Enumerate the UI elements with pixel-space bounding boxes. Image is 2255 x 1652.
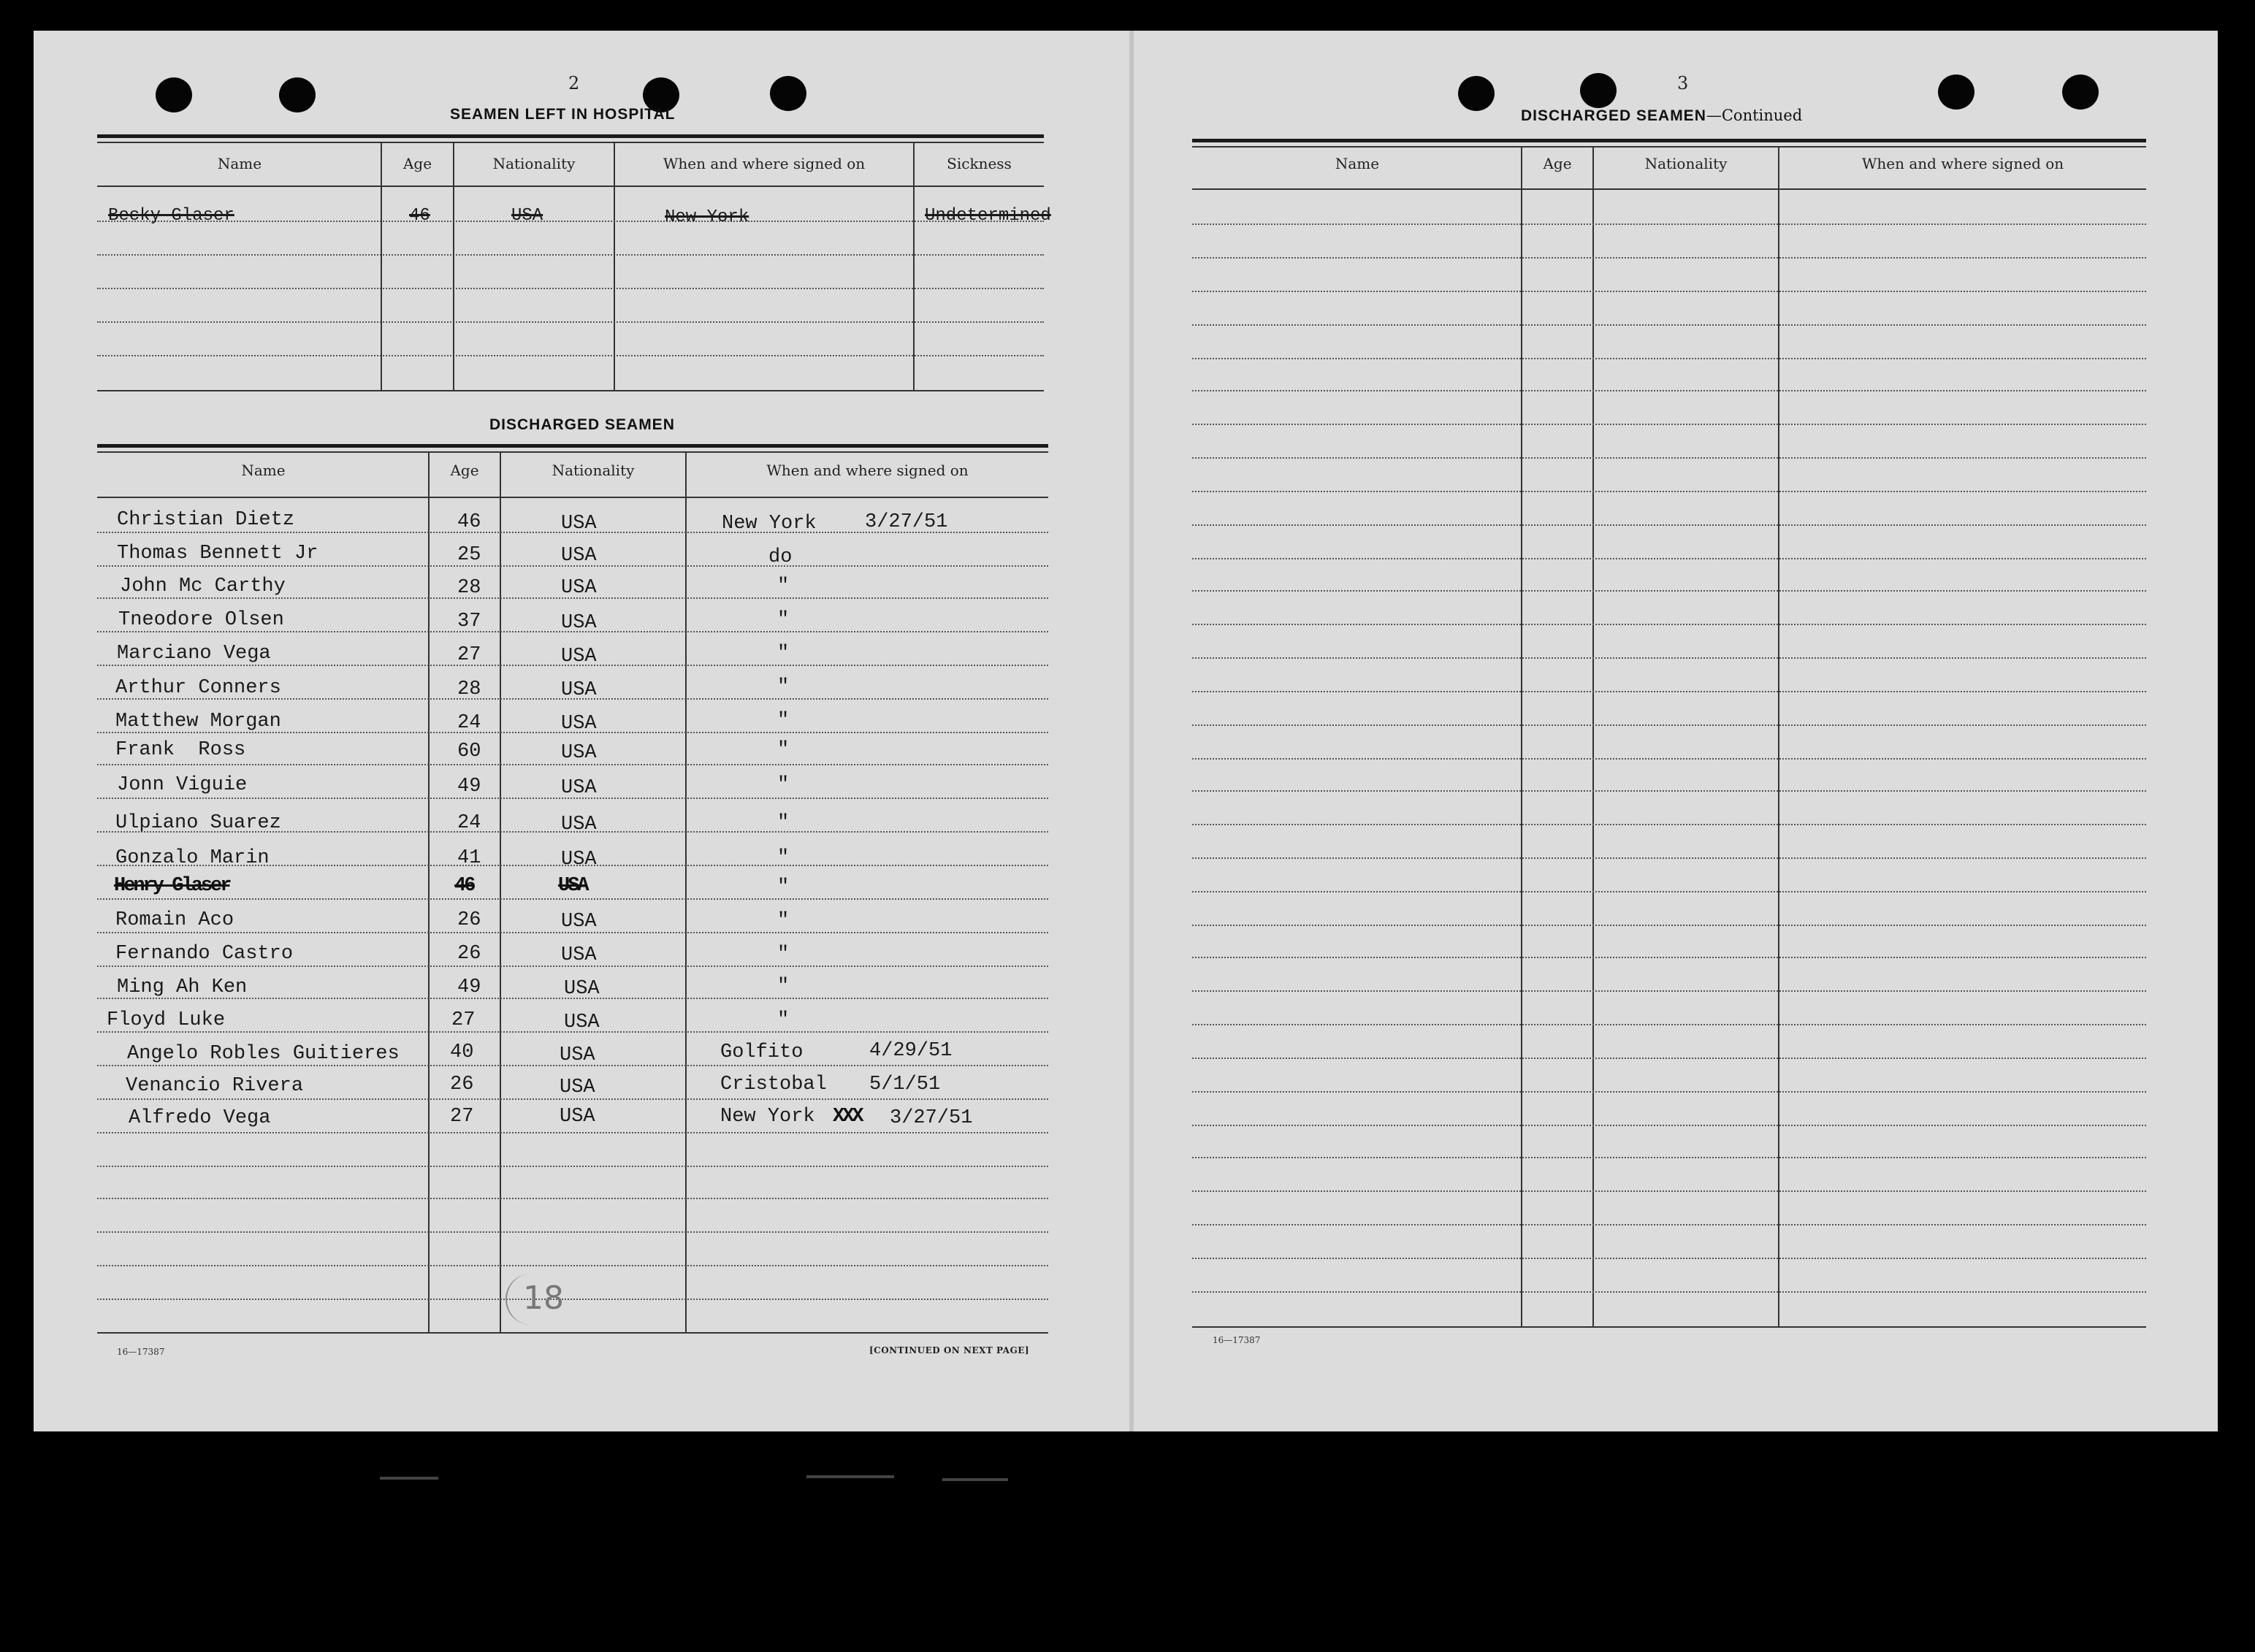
signed-on-place: "	[777, 710, 790, 732]
row-line	[97, 1132, 1048, 1133]
seaman-name: Floyd Luke	[107, 1009, 226, 1031]
column-divider	[1521, 146, 1522, 1326]
punch-hole	[156, 77, 192, 112]
seaman-name: Romain Aco	[115, 909, 234, 931]
seaman-nationality: USA	[561, 713, 597, 735]
column-divider	[913, 142, 915, 390]
page-number-right: 3	[1677, 73, 1689, 93]
table-rule	[97, 142, 1044, 143]
row-line	[1192, 1125, 2146, 1126]
hospital-header-name: Name	[217, 155, 262, 172]
continued-header-age: Age	[1543, 155, 1572, 172]
hospital-header-age: Age	[402, 155, 432, 172]
row-line	[97, 221, 1044, 222]
row-line	[1192, 824, 2146, 825]
punch-hole	[279, 77, 316, 112]
column-divider	[381, 142, 382, 390]
seaman-nationality: USA	[561, 814, 597, 835]
signed-on-date: 5/1/51	[869, 1074, 941, 1095]
row-line	[1192, 925, 2146, 926]
column-divider	[453, 142, 454, 390]
row-line	[1192, 891, 2146, 892]
seaman-nationality: USA	[561, 742, 597, 764]
form-number-left: 16—17387	[117, 1347, 165, 1357]
seaman-name: Angelo Robles Guitieres	[127, 1043, 400, 1065]
signed-on-place: do	[768, 546, 793, 568]
punch-hole	[1580, 73, 1617, 108]
signed-on-place: "	[777, 676, 790, 698]
row-line	[1192, 457, 2146, 459]
row-line	[1192, 424, 2146, 425]
seaman-nationality: USA	[561, 911, 597, 933]
table-rule	[97, 444, 1048, 448]
seaman-nationality: USA	[561, 679, 597, 701]
signed-on-place: "	[777, 847, 790, 869]
hospital-entry-age: 46	[409, 206, 430, 226]
row-line	[1192, 223, 2146, 225]
row-line	[1192, 291, 2146, 292]
table-rule	[97, 451, 1048, 453]
form-number-right: 16—17387	[1213, 1335, 1261, 1345]
signed-on-place: "	[777, 976, 790, 998]
signed-on-place: Cristobal	[720, 1074, 827, 1095]
table-rule	[1192, 139, 2146, 142]
row-line	[1192, 1024, 2146, 1025]
row-line	[97, 254, 1044, 256]
row-line	[1192, 657, 2146, 659]
row-line	[1192, 390, 2146, 391]
punch-hole	[2062, 74, 2099, 110]
seaman-nationality: USA	[564, 1012, 600, 1033]
row-line	[1192, 257, 2146, 259]
hospital-header-nationality: Nationality	[492, 155, 576, 172]
seaman-age: 60	[457, 741, 481, 762]
seaman-nationality: USA	[561, 513, 597, 535]
table-rule	[97, 186, 1044, 187]
row-line	[97, 1299, 1048, 1300]
row-line	[97, 1098, 1048, 1100]
seaman-name: Tneodore Olsen	[118, 609, 284, 631]
row-line	[1192, 1190, 2146, 1192]
seaman-name: Arthur Conners	[115, 677, 281, 699]
signed-on-place: New York	[722, 513, 817, 535]
row-line	[1192, 524, 2146, 526]
seaman-age: 28	[457, 678, 481, 700]
title-main: DISCHARGED SEAMEN	[1521, 107, 1706, 124]
row-line	[1192, 624, 2146, 625]
signed-on-place: "	[777, 643, 790, 665]
row-line	[1192, 558, 2146, 559]
seaman-age: 40	[450, 1041, 474, 1063]
seaman-age: 27	[457, 644, 481, 666]
continued-header-nationality: Nationality	[1644, 155, 1728, 172]
seaman-name: Thomas Bennett Jr	[117, 543, 318, 565]
signed-on-place: New York	[720, 1106, 815, 1128]
pencil-count-annotation: 18	[523, 1280, 564, 1317]
row-line	[1192, 790, 2146, 792]
seaman-age: 49	[457, 976, 481, 998]
continued-note: [CONTINUED ON NEXT PAGE]	[869, 1345, 1030, 1355]
paper-scrap	[806, 1475, 894, 1478]
overtype-mark: XXX	[833, 1106, 862, 1128]
punch-hole	[1938, 74, 1974, 110]
seaman-nationality: USA	[564, 978, 600, 1000]
seaman-nationality: USA	[561, 849, 597, 871]
row-line	[97, 355, 1044, 356]
seaman-nationality: USA	[560, 1044, 595, 1066]
row-line	[97, 321, 1044, 323]
seaman-age: 46	[457, 511, 481, 533]
row-line	[1192, 957, 2146, 958]
page-fold	[1129, 31, 1134, 1431]
signed-on-date: 4/29/51	[869, 1040, 953, 1062]
seaman-age: 26	[457, 943, 481, 965]
row-line	[1192, 857, 2146, 859]
seaman-age: 24	[457, 712, 481, 734]
signed-on-date: 3/27/51	[865, 511, 948, 533]
signed-on-place: "	[777, 575, 790, 597]
seaman-name: Frank Ross	[115, 739, 246, 761]
seaman-name: Jonn Viguie	[117, 774, 248, 796]
seaman-age: 28	[457, 577, 481, 599]
row-line	[1192, 1091, 2146, 1093]
table-rule	[97, 497, 1048, 498]
table-rule	[1192, 188, 2146, 190]
table-rule	[1192, 1326, 2146, 1328]
seaman-age: 25	[457, 544, 481, 566]
hospital-entry-name: Becky Glaser	[108, 206, 234, 226]
discharged-header-signed-on: When and where signed on	[766, 462, 969, 479]
row-line	[97, 288, 1044, 289]
hospital-entry-sickness: Undetermined	[925, 206, 1051, 226]
seaman-nationality: USA	[560, 1077, 595, 1098]
discharged-header-name: Name	[241, 462, 286, 479]
signed-on-place: "	[777, 812, 790, 834]
signed-on-date: 3/27/51	[890, 1107, 973, 1129]
row-line	[97, 898, 1048, 900]
table-rule	[97, 1332, 1048, 1334]
table-rule	[97, 390, 1044, 391]
row-line	[1192, 358, 2146, 359]
page-number-left: 2	[568, 73, 580, 93]
column-divider	[500, 451, 501, 1332]
signed-on-place: "	[777, 609, 790, 631]
hospital-entry-nationality: USA	[511, 206, 543, 226]
seaman-name: Gonzalo Marin	[115, 847, 270, 869]
signed-on-place: "	[777, 774, 790, 796]
seaman-nationality: USA	[561, 944, 597, 966]
seaman-name: John Mc Carthy	[120, 575, 286, 597]
seaman-name: Marciano Vega	[117, 643, 271, 665]
seaman-nationality: USA	[561, 646, 597, 668]
signed-on-place: "	[777, 944, 790, 965]
column-divider	[428, 451, 430, 1332]
hospital-header-sickness: Sickness	[947, 155, 1012, 172]
signed-on-place: Golfito	[720, 1041, 804, 1063]
signed-on-place: "	[777, 739, 790, 761]
row-line	[1192, 1058, 2146, 1059]
row-line	[1192, 1258, 2146, 1259]
seaman-nationality: USA	[561, 577, 597, 599]
seaman-age: 27	[450, 1106, 474, 1128]
row-line	[1192, 1291, 2146, 1293]
seaman-age: 24	[457, 812, 481, 834]
seaman-age: 46	[454, 875, 474, 897]
seaman-name: Alfredo Vega	[129, 1107, 271, 1129]
continued-header-signed-on: When and where signed on	[1861, 155, 2064, 172]
seaman-nationality: USA	[561, 777, 597, 799]
discharged-header-nationality: Nationality	[552, 462, 635, 479]
row-line	[97, 1166, 1048, 1167]
row-line	[97, 1198, 1048, 1199]
row-line	[1192, 990, 2146, 992]
discharged-continued-title	[1521, 107, 1802, 125]
row-line	[1192, 491, 2146, 492]
seaman-name: Ming Ah Ken	[117, 976, 248, 998]
seaman-nationality: USA	[558, 875, 587, 897]
seaman-name: Matthew Morgan	[115, 711, 281, 733]
continued-header-name: Name	[1335, 155, 1380, 172]
seaman-name: Venancio Rivera	[126, 1075, 304, 1097]
table-rule	[97, 134, 1044, 138]
seaman-age: 41	[457, 847, 481, 869]
row-line	[97, 1265, 1048, 1266]
hospital-section-title: SEAMEN LEFT IN HOSPITAL	[450, 106, 676, 123]
row-line	[1192, 758, 2146, 760]
row-line	[1192, 724, 2146, 726]
table-rule	[1192, 146, 2146, 148]
seaman-name: Ulpiano Suarez	[115, 812, 281, 834]
seaman-age: 37	[457, 611, 481, 632]
row-line	[1192, 1157, 2146, 1158]
pencil-mark	[505, 1274, 573, 1325]
column-divider	[685, 451, 687, 1332]
seaman-age: 26	[450, 1074, 474, 1095]
paper-scrap	[380, 1477, 438, 1480]
punch-hole	[1458, 76, 1495, 111]
paper-scrap	[942, 1478, 1008, 1481]
discharged-header-age: Age	[450, 462, 479, 479]
column-divider	[614, 142, 615, 390]
seaman-age: 26	[457, 909, 481, 931]
signed-on-place: "	[777, 910, 790, 932]
column-divider	[1592, 146, 1594, 1326]
seaman-age: 49	[457, 776, 481, 798]
punch-hole	[770, 76, 806, 111]
seaman-name: Henry Glaser	[114, 875, 230, 897]
seaman-nationality: USA	[560, 1106, 595, 1128]
seaman-age: 27	[451, 1009, 476, 1031]
row-line	[1192, 691, 2146, 692]
seaman-name: Fernando Castro	[115, 943, 294, 965]
row-line	[1192, 1224, 2146, 1225]
hospital-header-signed-on: When and where signed on	[663, 155, 866, 172]
column-divider	[1778, 146, 1779, 1326]
seaman-name: Christian Dietz	[117, 509, 295, 531]
title-suffix: —Continued	[1706, 107, 1803, 124]
signed-on-place: "	[777, 1009, 790, 1031]
discharged-section-title: DISCHARGED SEAMEN	[489, 416, 675, 433]
row-line	[97, 1231, 1048, 1233]
signed-on-place: "	[777, 876, 790, 898]
seaman-nationality: USA	[561, 612, 597, 634]
row-line	[1192, 324, 2146, 326]
document-sheet	[34, 31, 2218, 1431]
row-line	[1192, 590, 2146, 592]
row-line	[97, 764, 1048, 765]
hospital-entry-signed-on: New York	[665, 207, 749, 227]
seaman-nationality: USA	[561, 545, 597, 567]
